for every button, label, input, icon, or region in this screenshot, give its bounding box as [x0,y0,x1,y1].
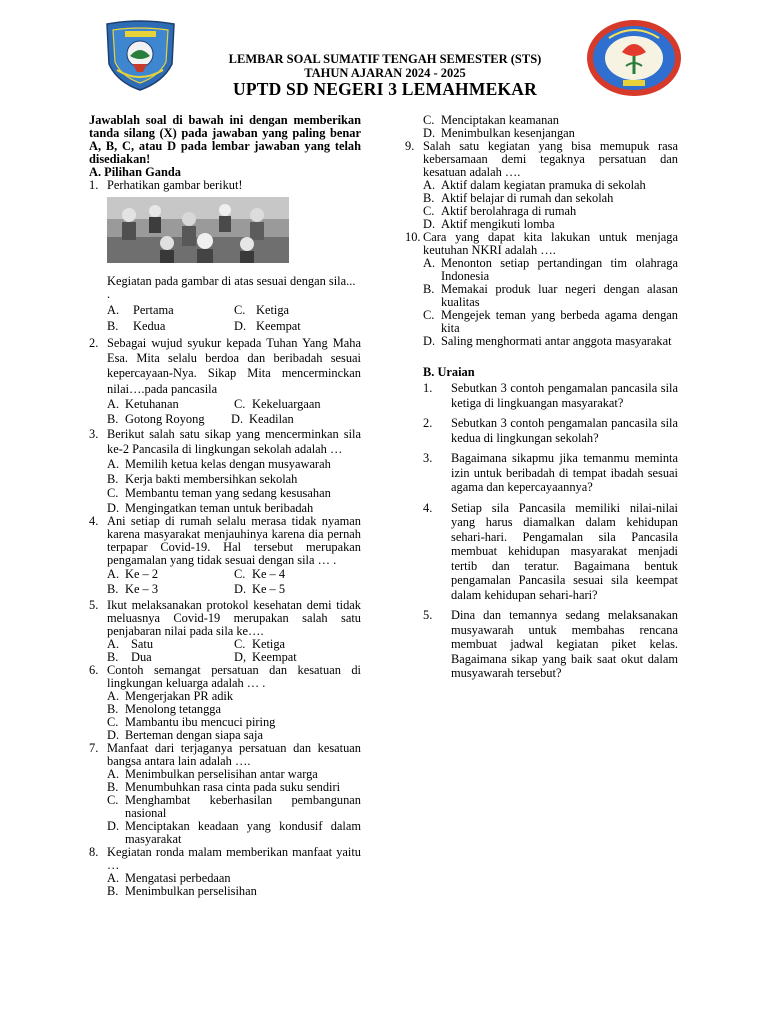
option-letter: A. [107,457,120,472]
option-letter: B. [107,411,119,426]
option-letter: B. [107,319,119,333]
question-text: Berikut salah satu sikap yang mencerminkan sila ke-2 Pancasila di lingkungan sekolah adalah … [107,426,361,457]
option-letter: C. [423,204,435,218]
question-text: Sebutkan 3 contoh pengamalan pancasila sila kedua di lingkungan sekolah? [451,416,678,445]
option-letter: A. [107,303,120,317]
question-number: 6. [89,663,99,678]
option-text: Ke – 2 [125,567,159,582]
option-text: Aktif belajar di rumah dan sekolah [441,191,614,205]
option-text: Ke – 5 [252,582,286,597]
option-text: Keempat [256,319,301,333]
option-letter: B. [423,282,435,296]
question-number: 9. [405,139,415,153]
option-text: Ke – 3 [125,582,159,597]
question-number: 10. [405,230,421,244]
option-text: Ketiga [252,637,286,652]
illustration-image [107,197,289,263]
question-number: 2. [423,416,433,430]
academic-year: TAHUN AJARAN 2024 - 2025 [304,66,466,80]
option-letter: C. [234,637,246,652]
section-a-title: A. Pilihan Ganda [89,165,181,179]
question-3 [89,427,361,457]
question-7 [89,742,361,768]
option-text: Mengatasi perbedaan [125,871,231,886]
question-1-caption: Kegiatan pada gambar di atas sesuai dengan sila... . [107,274,356,301]
option-text: Pertama [133,303,174,317]
question-text: Contoh semangat persatuan dan kesatuan di lingkungan keluarga adalah … . [107,663,361,691]
option-letter: A. [107,567,120,582]
option-letter: D. [234,319,247,333]
question-number: 5. [89,598,99,613]
question-number: 7. [89,741,99,756]
option-text: Menimbulkan perselisihan antar warga [125,767,318,782]
option-letter: C. [423,113,435,127]
school-logo [585,18,683,98]
option-letter: C. [107,715,119,730]
option-text: Mambantu ibu mencuci piring [125,715,276,730]
option-letter: B. [107,884,119,899]
exam-title: LEMBAR SOAL SUMATIF TENGAH SEMESTER (STS) [228,52,542,66]
option-text: Memilih ketua kelas dengan musyawarah [125,457,331,472]
question-text: Ani setiap di rumah selalu merasa tidak nyaman karena masyarakat menjauhinya karena dia pernah terpapar Covid-19. Hal tersebut merupakan pengamalan yang tidak sesuai dengan sila … . [107,514,361,568]
question-number: 1. [423,381,433,395]
question-1 [89,179,361,192]
option-text: Menumbuhkan rasa cinta pada suku sendiri [125,780,341,795]
option-letter: A. [107,396,120,411]
question-text: Kegiatan ronda malam memberikan manfaat yaitu … [107,845,361,873]
option-text: Ke – 4 [252,567,286,582]
option-text: Aktif mengikuti lomba [441,217,555,231]
section-b-title: B. Uraian [423,365,475,379]
option-text: Kekeluargaan [252,396,321,411]
question-4 [89,515,361,567]
question-9 [405,140,678,179]
option-text: Saling menghormati antar anggota masyarakat [441,334,672,348]
question-text: Ikut melaksanakan protokol kesehatan demi tidak meluasnya Covid-19 merupakan salah satu penjabaran nilai pada sila ke…. [107,598,361,639]
question-text: Sebagai wujud syukur kepada Tuhan Yang Maha Esa. Mita selalu berdoa dan beribadah sesuai kepercayaan-Nya. Sikap Mita mencerminckan nilai….pada pancasila [107,336,361,396]
option-text: Kerja bakti membersihkan sekolah [125,471,298,486]
option-text: Aktif dalam kegiatan pramuka di sekolah [441,178,646,192]
question-text: Manfaat dari terjaganya persatuan dan kesatuan bangsa antara lain adalah …. [107,741,361,769]
option-letter: A. [107,767,120,782]
left-column [89,114,361,898]
question-text: Perhatikan gambar berikut! [107,178,243,192]
option-letter: A. [107,637,120,652]
option-text: Gotong Royong [125,411,205,426]
option-text: Ketiga [256,303,290,317]
question-number: 1. [89,178,99,192]
option-text: Aktif berolahraga di rumah [441,204,577,218]
essay-question-5 [423,608,678,681]
right-column [405,114,678,687]
option-letter: B. [107,582,119,597]
regency-logo [103,20,178,92]
option-letter: D. [423,334,436,348]
question-text: Salah satu kegiatan yang bisa memupuk rasa kebersamaan demi tegaknya persatuan dan kesatuan adalah …. [423,139,678,179]
option-text: Membantu teman yang sedang kesusahan [125,486,331,501]
option-text: Menimbulkan perselisihan [125,884,257,899]
option-text: Mengingatkan teman untuk beribadah [125,500,314,515]
option-text: Keadilan [249,411,294,426]
option-letter: C. [107,793,119,808]
option-text: Berteman dengan siapa saja [125,728,263,743]
option-text: Ketuhanan [125,396,179,411]
question-2 [89,336,361,397]
option-letter: D. [423,126,436,140]
question-number: 8. [89,845,99,860]
option-letter: B. [107,780,119,795]
option-letter: C. [234,396,246,411]
question-5 [89,599,361,638]
option-text: Menolong tetangga [125,702,222,717]
question-8 [89,846,361,872]
question-number: 2. [89,336,99,350]
option-text: Kedua [133,319,166,333]
essay-question-1 [423,381,678,410]
question-number: 4. [89,514,99,529]
option-letter: B. [423,191,435,205]
option-letter: B. [107,650,119,665]
option-letter: D. [107,500,120,515]
option-letter: C. [423,308,435,322]
question-number: 3. [89,426,99,441]
option-letter: A. [423,256,436,270]
question-6 [89,664,361,690]
option-letter: C. [107,486,119,501]
option-text: Keempat [252,650,297,665]
school-name: UPTD SD NEGERI 3 LEMAHMEKAR [233,79,537,99]
question-10 [405,231,678,257]
option-text: Memakai produk luar negeri dengan alasan kualitas [441,282,678,309]
essay-question-3 [423,451,678,495]
question-text: Sebutkan 3 contoh pengamalan pancasila sila ketiga di lingkuangan masyarakat? [451,381,678,410]
option-letter: D. [231,411,244,426]
question-text: Setiap sila Pancasila memiliki nilai-nilai yang harus diamalkan dalam kehidupan sehari-hari. Pengamalan sila Pancasila membuat kehidupan masyarakat menjadi tertib dan teratur. Bagaimana bentuk pengamalan Pancasila sesuai sila keempat dalam kehidupan sehari-hari? [451,500,678,602]
option-text: Dua [131,650,152,665]
question-text: Bagaimana sikapmu jika temanmu meminta izin untuk beribadah di tempat ibadah sesuai agama dan kepercayaannya? [451,451,678,494]
question-text: Dina dan temannya sedang melaksanakan musyawarah untuk membahas rencana membuat jadwal kegiatan piket kelas. Bagaimana sikap yang baik saat okut dalam musyawarah tersebut? [451,608,678,680]
question-text: Cara yang dapat kita lakukan untuk menjaga keutuhan NKRI adalah …. [423,230,678,257]
option-letter: C. [234,303,246,317]
option-letter: C. [234,567,246,582]
option-text: Menciptakan keadaan yang kondusif dalam masyarakat [125,819,361,847]
option-text: Mengerjakan PR adik [125,689,234,704]
option-text: Mengejek teman yang berbeda agama dengan kita [441,308,678,335]
option-letter: D, [234,650,247,665]
question-number: 3. [423,451,433,465]
question-number: 4. [423,500,433,515]
essay-question-2 [423,416,678,445]
option-letter: B. [107,702,119,717]
option-letter: D. [107,728,120,743]
option-text: Menimbulkan kesenjangan [441,126,575,140]
option-letter: A. [107,689,120,704]
essay-question-4 [423,501,678,603]
option-letter: B. [107,471,119,486]
option-text: Menciptakan keamanan [441,113,560,127]
option-text: Satu [131,637,154,652]
option-letter: D. [234,582,247,597]
option-letter: D. [423,217,436,231]
option-letter: A. [423,178,436,192]
option-letter: D. [107,819,120,834]
option-text: Menghambat keberhasilan pembangunan nasional [125,793,361,821]
option-text: Menonton setiap pertandingan tim olahraga Indonesia [441,256,678,283]
question-number: 5. [423,608,433,622]
instructions: Jawablah soal di bawah ini dengan memberikan tanda silang (X) pada jawaban yang paling benar A, B, C, atau D pada lembar jawaban yang telah disediakan! [89,113,361,166]
option-letter: A. [107,871,120,886]
